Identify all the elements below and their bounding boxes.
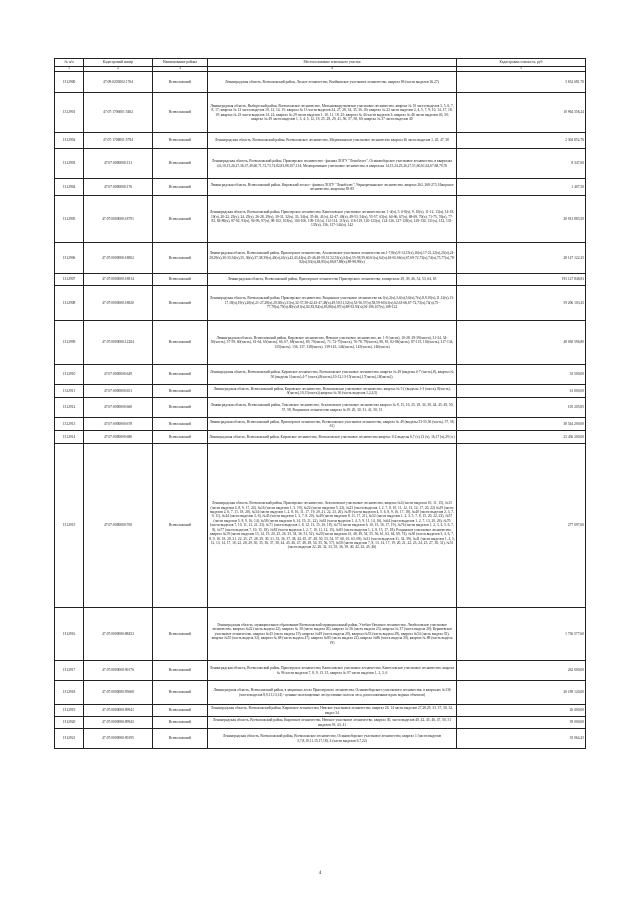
- cadastral-number: 47:07:0000000:88452: [84, 608, 153, 661]
- cadastral-value: 277 097,60: [457, 444, 586, 608]
- table-row: [55, 608, 586, 661]
- cadastral-value: 38 544 200,00: [457, 418, 586, 431]
- cadastral-value: 262 000,00: [457, 661, 586, 681]
- row-number: 1312918: [55, 681, 84, 705]
- plot-location: Ленинградская область, Всеволожский район, Приозерское лесничество, Агалатовское участковое лесничество кв.1-7,8(ч),9-14,15(ч),16(ч),17-21,22(ч),23(ч),24-28,29(ч),30-33,34(ч),35, 36(ч),37,38,39(ч),40(ч),41(ч),42,43,44(ч),45-46,48-50,51,52,53(ч),54(ч),55-58,59,60,61(ч),62(ч),63-65,66(ч),67,69-72,73(ч),74(ч),75,77(ч),78-82(ч),83(ч),84,85(ч),86,87,88(ч),89-98,99(ч): [208, 243, 457, 274]
- district-name: Всеволожский: [153, 243, 208, 274]
- registry-sheet: [54, 58, 585, 749]
- district-name: Всеволожский: [153, 365, 208, 385]
- header-cadastral-number: Кадастровый номер: [84, 59, 153, 67]
- table-row: [55, 717, 586, 729]
- plot-location: Ленинградская область, муниципальное образование Всеволожский муниципальный район, Учебно-Опытное лесничество, Лемболовское участковое лесничество, квартал №22 (часть выдела 22), квартал № 30 (часть выдела 20), квартал № 36 (часть выдела 23), квартал № 37 (часть выдела 20); Куркиевское участковое лесничество, квартал №43 (часть выдела 19), квартал №49 (часть выдела 20), квартал №53 (часть выдела 29), квартал №54 (часть выдела 35), квартал №55 (часть выдела 32), квартал № 68 (часть выдела 47), квартал №85 (часть выдела 22), квартал №86 (часть выдела 20), квартал № 88 (часть выдела 19): [208, 608, 457, 661]
- cadastral-value: 1 736 577,60: [457, 608, 586, 661]
- district-name: Всеволожский: [153, 385, 208, 398]
- plot-location: Ленинградская область, Всеволожский район, Токсовское лесничество, Агалатовское участковое лесничество квартал № 8, 15, 16, 25, 29, 34, 39, 44, 45, 49, 50, 57, 58, Рощинское лесничество квартал №19, 20, 30, 31, 41, 50, 51: [208, 398, 457, 418]
- table-row: [55, 444, 586, 608]
- cadastral-value: 8 347,60: [457, 149, 586, 179]
- plot-location: Ленинградская область, Всеволожский район, Лесное лесничество, Воейковское участковое лесничество, квартал 86 (части выделов 26,27): [208, 72, 457, 93]
- row-number: 1312903: [55, 149, 84, 179]
- cadastral-value-table: [54, 58, 586, 749]
- cadastral-value: 26 000,00: [457, 705, 586, 717]
- header-location: Местоположение земельного участка: [208, 59, 457, 67]
- cadastral-number: 47:07:0000000:89943: [84, 717, 153, 729]
- district-name: Всеволожский: [153, 705, 208, 717]
- cadastral-number: 47:07:0000000:649: [84, 365, 153, 385]
- plot-location: Ленинградская область, Всеволожский район, Кировское лесничество, Всеволожское участковое лесничество, квартал № 49 (выделы 4-7 (часть),8), квартал № 50 (выделы 1(часть),4-7 (часть),8(часть),10-12,13-15(часть),17(часть),18(часть)).: [208, 365, 457, 385]
- district-name: Всеволожский: [153, 93, 208, 133]
- district-name: Всеволожский: [153, 72, 208, 93]
- table-row: [55, 93, 586, 133]
- table-row: [55, 133, 586, 149]
- plot-location: Ленинградская область, Всеволожский район, Приозерское лесничество Приозерского лесничества, в кварталах 29, 39, 46, 52, 53, 64, 65: [208, 274, 457, 286]
- cadastral-value: 33 500,00: [457, 365, 586, 385]
- district-name: Всеволожский: [153, 729, 208, 749]
- column-index: 1: [55, 67, 84, 72]
- table-row: [55, 196, 586, 243]
- row-number: 1312912: [55, 398, 84, 418]
- column-index: 3: [153, 67, 208, 72]
- district-name: Всеволожский: [153, 398, 208, 418]
- cadastral-value: 3 632 681,70: [457, 72, 586, 93]
- table-row: [55, 661, 586, 681]
- cadastral-number: 47:07:0000000:176: [84, 179, 153, 196]
- plot-location: Ленинградская область, Всеволожский район, Кировский лесхоз - филиал ЛОГУ "Ленобллес", Черноречьинское лесничество, квартал 262, 268-273, Ижорское лесничество, кварталы 83-85: [208, 179, 457, 196]
- row-number: 1312902: [55, 133, 84, 149]
- plot-location: Ленинградская область, Всеволожский район, в защитных лесах Приозерского лесничества, Осиновоборского участкового лесничества, в кварталах №136 (части выделов 8,9,11,13,14) - ценные полезащитные лесоуставные полосы леса, расположенные вдоль водных объектов): [208, 681, 457, 705]
- row-number: 1312908: [55, 286, 84, 321]
- district-name: Всеволожский: [153, 418, 208, 431]
- district-name: Всеволожский: [153, 431, 208, 444]
- row-number: 1312914: [55, 431, 84, 444]
- cadastral-number: 47:07:0000000:90195: [84, 729, 153, 749]
- cadastral-number: 47:07:0000000:18791: [84, 196, 153, 243]
- district-name: Всеволожский: [153, 321, 208, 365]
- cadastral-value: 1 407,50: [457, 179, 586, 196]
- row-number: 1312920: [55, 717, 84, 729]
- table-row: [55, 681, 586, 705]
- plot-location: Ленинградская область, Всеволожский район, Приозерское лесничество, Всеволожское участковое лесничество, квартал № 49 (выделы 53-55,56 (часть), 57, 58, 61): [208, 418, 457, 431]
- district-name: Всеволожский: [153, 286, 208, 321]
- plot-location: Ленинградская область, Всеволожский район, Всеволожское лесничество, Медвежинское участковое лесничество квартал 46 части выделов 1, 45, 47, 50: [208, 133, 457, 149]
- row-number: 1312915: [55, 444, 84, 608]
- district-name: Всеволожский: [153, 274, 208, 286]
- table-row: [55, 418, 586, 431]
- row-number: 1312917: [55, 661, 84, 681]
- cadastral-value: 39 000,00: [457, 717, 586, 729]
- header-number: № п/п: [55, 59, 84, 67]
- plot-location: Ленинградская область, Всеволожский район, Всеволожское лесничество, Осиновоборское участковое лесничество, квартал 1 (части выделов 3,7,8,10,11,15,17,18), 4 (части выделов 6,7,22): [208, 729, 457, 749]
- cadastral-value: 59 206 103,45: [457, 286, 586, 321]
- cadastral-number: 47:07:0000000:90176: [84, 661, 153, 681]
- plot-location: Ленинградская область, Всеволожский район, Кировское лесничество, Невское участковое лесничество, кв. 1-9 (части), 10-28, 29-39(части), 31-34, 34-56(часть), 57-59, 60(часть), 61-64, 65(часть), 66, 67, 68(часть), 69, 70(часть), 71, 72-75(часть), 76-78, 79(часть), 80, 81, 82-86(часть), 87-115, 116(часть), 117-134, 135(часть), 136, 137, 138(часть), 139-143, 144(часть), 145(часть), 146(часть): [208, 321, 457, 365]
- row-number: 1312901: [55, 93, 84, 133]
- row-number: 1312900: [55, 72, 84, 93]
- cadastral-number: 47:07:0000000:89941: [84, 705, 153, 717]
- plot-location: Ленинградская область, Всеволожский район, Кировское лесничество, Невское участковое лесничество, квартал 30, части выделов 40, 42, 45, 46, 47, 50, 51 выделов 39, 43, 41: [208, 717, 457, 729]
- table-row: [55, 705, 586, 717]
- cadastral-number: 47:07:0000000:660: [84, 398, 153, 418]
- plot-location: Ленинградская область, Выборгский район, Всеволожское лесничество, Мельничноручьевское участковое лесничество, квартал № 10 части выделов 3, 5, 6, 7, 8, 17; квартал № 12 части выделов 10, 12, 14, 15; квартал № 13 части выделов 24, 27, 28, 34, 35, 36, 40; квартал № 22 части выделов 2, 4, 5, 7, 9, 10, 14, 17, 18, 19; квартал № 23 части выделов 14, 22; квартал № 29 части выделов 1, 10, 11, 18, 25; квартал № 44 части выделов 3; квартал № 46 части выделов 40, 50; квартал № 49 части выделов 1, 3, 4, 5, 12, 19, 25, 28, 29, 41, 56, 57, 58, 60; квартал № 57 части выделов 40: [208, 93, 457, 133]
- cadastral-number: 47:07:0000000:678: [84, 418, 153, 431]
- plot-location: Ленинградская область, Всеволожский район, Приозерское лесничество - филиал ЛОГУ "Ленобллес", Осиновоборское участковое лесничество, в кварталах 4,6,10,15,26,27,36,37,49,60,71,72,73,74,82,83,88,107,114; Мелиоративное участковое лесничество, в кварталах 14,15,24,25,26,27,51,60,61,62,67,68,70,76: [208, 149, 457, 179]
- cadastral-value: 23 436 200,00: [457, 431, 586, 444]
- cadastral-value: 2 304 852,76: [457, 133, 586, 149]
- row-number: 1312907: [55, 274, 84, 286]
- row-number: 1312913: [55, 418, 84, 431]
- cadastral-number: 47:07:0000000:131: [84, 149, 153, 179]
- cadastral-value: 28 147 122,25: [457, 243, 586, 274]
- page-number: 4: [318, 871, 322, 876]
- row-number: 1312906: [55, 243, 84, 274]
- row-number: 1312905: [55, 196, 84, 243]
- cadastral-number: 47:07:1706001:5402: [84, 93, 153, 133]
- cadastral-value: 20 189 120,00: [457, 681, 586, 705]
- district-name: Всеволожский: [153, 661, 208, 681]
- district-name: Всеволожский: [153, 444, 208, 608]
- plot-location: Ленинградская область, Всеволожский район, Приозерское лесничество, Рощинское участковое лесничество кв.1(ч),2(ч),3,4(ч),5,6(ч),7(ч),8,9,10(ч),11,12(ч),13-17,18(ч),19(ч),20(ч),21-27,28(ч),29,30(ч),31(ч),32-37,38-42,43-47,48(ч),49,50,51,52(ч),53-56,57(ч),58,59-60,61(ч),62,63-66,67-72,73(ч),74(ч),75-77,78(ч),79(ч),80(ч),81(ч),82,83,84(ч),85,86(ч),87(ч),88-92,93(ч),94-106,107(ч),108-122: [208, 286, 457, 321]
- table-row: [55, 729, 586, 749]
- cadastral-value: 105 205,85: [457, 398, 586, 418]
- cadastral-number: 47:07:0000000:18814: [84, 274, 153, 286]
- cadastral-value: 48 030 596,80: [457, 321, 586, 365]
- cadastral-number: 47:07:0000000:18802: [84, 243, 153, 274]
- table-row: [55, 321, 586, 365]
- table-row: [55, 149, 586, 179]
- column-index: 4: [208, 67, 457, 72]
- table-row: [55, 72, 586, 93]
- table-row: [55, 398, 586, 418]
- table-row: [55, 179, 586, 196]
- row-number: 1312904: [55, 179, 84, 196]
- district-name: Всеволожский: [153, 608, 208, 661]
- cadastral-number: 47:07:0000000:12204: [84, 321, 153, 365]
- row-number: 1312916: [55, 608, 84, 661]
- plot-location: Ленинградская область, Всеволожский район, Приозерское лесничество, Кавголовское участковое лесничество, Кавголовское участковое лесничество, квартал № 96 части выделов 7, 8, 9, 13, 15, квартал № 97 части выделов 1, 2, 5, 6: [208, 661, 457, 681]
- row-number: 1312911: [55, 385, 84, 398]
- column-index: 5: [457, 67, 586, 72]
- table-row: [55, 286, 586, 321]
- cadastral-number: 47:07:0000000:18820: [84, 286, 153, 321]
- row-number: 1312919: [55, 705, 84, 717]
- cadastral-number: 47:07:1708001:5794: [84, 133, 153, 149]
- cadastral-number: 47:07:0000000:686: [84, 431, 153, 444]
- district-name: Всеволожский: [153, 133, 208, 149]
- plot-location: Ленинградская область, Всеволожский район, Приозерское лесничество, Кавголовское участковое лесничество кв. 1-4(ч), 5, 6-8(ч), 9, 10(ч), 11-12, 13(ч), 14-18, 19(ч), 20-22, 23(ч), 24, 25(ч), 26-28, 29(ч), 30-31, 32(ч), 33, 34(ч), 35-46, 41(ч), 42-47, 48(ч), 49-53, 54(ч), 55-57, 63(ч), 64-66, 67(ч), 68-69, 70(ч), 71-75, 76(ч), 77-83, 84-86(ч), 87-92, 93(ч), 94-96, 97(ч), 98-102, 103(ч), 104-106, 109-111(ч), 112-114, 115(ч), 116-119, 120-123(ч), 124-126, 127-128(ч), 129-130, 131(ч), 132, 133-135(ч), 136, 137-144(ч), 142: [208, 196, 457, 243]
- table-row: [55, 431, 586, 444]
- district-name: Всеволожский: [153, 149, 208, 179]
- cadastral-value: 20 913 883,50: [457, 196, 586, 243]
- table-row: [55, 274, 586, 286]
- cadastral-number: 47:07:0000000:95668: [84, 681, 153, 705]
- cadastral-number: 47:07:0000000:700: [84, 444, 153, 608]
- column-index: 2: [84, 67, 153, 72]
- table-row: [55, 365, 586, 385]
- cadastral-value: 35 064,25: [457, 729, 586, 749]
- cadastral-value: 10 964 356,24: [457, 93, 586, 133]
- cadastral-number: 47:09:0203002:1764: [84, 72, 153, 93]
- row-number: 1312921: [55, 729, 84, 749]
- cadastral-value: 61 000,00: [457, 385, 586, 398]
- table-row: [55, 385, 586, 398]
- row-number: 1312910: [55, 365, 84, 385]
- table-header-row: [55, 59, 586, 67]
- district-name: Всеволожский: [153, 681, 208, 705]
- plot-location: Ленинградская область, Всеволожский район, Кировское лесничество, Всеволожское участковое лесничество, квартал № 5 ( (выделы 1-3 (часть), 8(часть), 9(часть),10,11(часть)) квартал № 36 (часть выделов 1,2,4,5): [208, 385, 457, 398]
- district-name: Всеволожский: [153, 717, 208, 729]
- district-name: Всеволожский: [153, 196, 208, 243]
- district-name: Всеволожский: [153, 179, 208, 196]
- plot-location: Ленинградская область, Всеволожский район, Приозерское лесничество, Агалатовское участковое лесничество, квартал №4 (части выделов 10, 11, 15), №15 (части выделов 4, 8, 9, 17, 24). №16 (части выделов 1, 5, 19), №22 (части выделов 5, 22), №23 (части выделов 1, 2, 7, 8, 10, 11, 12, 13, 14, 17, 20, 22) №29 (части выделов 2, 6, 7, 11, 18, 20), №34 (части выделов 1, 2, 8, 16, 11, 17, 19, 20, 21, 22, 23, 26), №39 (части выделов 4, 5, 6, 8, 9, 16, 17, 18), №40 (части выделов 2, 3, 7, 9, 11), №44 (части выделов 3, 6), №45 (части выделов 1, 3, 7, 8, 20), №49 (части выделов 8, 11, 17, 21), №52 (части выделов 1, 2, 3, 5, 7, 8, 15, 20, 22, 23), №57 (части выделов 5, 8, 9, 16, 14), №58 (части выделов 6, 14, 19, 21, 22), №63 (части выделов 1, 4, 5, 9, 11, 14, 16), №64 (части выделов 1, 2, 7, 13, 20, 26), №70 (части выделов 7, 10, 11, 21, 21, 23), №71 (части выделов 1, 8, 12, 13, 15, 16, 18), №75 (части выделов 6, 10, 15, 16, 17, 19), №76 (части выделов 1, 2, 3, 4, 5, 6, 7, 8), №77 (части выделов 7, 10, 15, 18), №82 (части выделов 1, 2, 7, 10, 11, 12, 15), №83 (части выделов 1, 2, 8, 15, 17, 18); Рощинское участковое лесничество, квартал №19 (части выделов 13, 14, 15, 20, 25, 26, 33, 34, 36, 51, 52), №20 (части выделов 41, 48, 49, 54, 55, 56, 61, 63, 64, 69, 74), №30 (части выделов 3, 4, 6, 7, 8, 9, 16, 18, 20, 21, 22, 25, 27, 28, 29, 30, 31, 33, 36, 37, 38, 44, 45, 47, 48, 50, 53, 54, 57, 60, 61, 63, 69), №31 (части выделов 31, 32, 39), №41 (части выделов 1, 2, 5, 12, 13, 14, 17, 18, 22, 28, 29, 30, 35, 36, 37, 38, 44, 45, 46, 47, 48, 49, 54, 55, 56, 57), №50 (части выделов 7, 8, 13, 14, 17, 19, 20, 21, 22, 23, 24, 25, 27, 30, 31), №51 (части выделов 22, 28, 32, 33, 35, 36, 39, 40, 42, 43, 45, 46): [208, 444, 457, 608]
- plot-location: Ленинградская область, Всеволожский район, Кировское лесничество, Всеволожское участковое лесничество квартал 112 выделы 6,7 (ч),13 (ч), 16,17 (ч),29 (ч.): [208, 431, 457, 444]
- table-row: [55, 243, 586, 274]
- header-cadastral-value: Кадастровая стоимость, руб: [457, 59, 586, 67]
- header-district: Наименование района: [153, 59, 208, 67]
- plot-location: Ленинградская область, Всеволожский район, Кировское лесничество, Невское участковое лесничество, квартал 26. 14 части выделов 27,28,29, 33, 37, 30, 32, выдел 34: [208, 705, 457, 717]
- cadastral-number: 47:07:0000000:651: [84, 385, 153, 398]
- cadastral-value: 193 127 848,83: [457, 274, 586, 286]
- row-number: 1312909: [55, 321, 84, 365]
